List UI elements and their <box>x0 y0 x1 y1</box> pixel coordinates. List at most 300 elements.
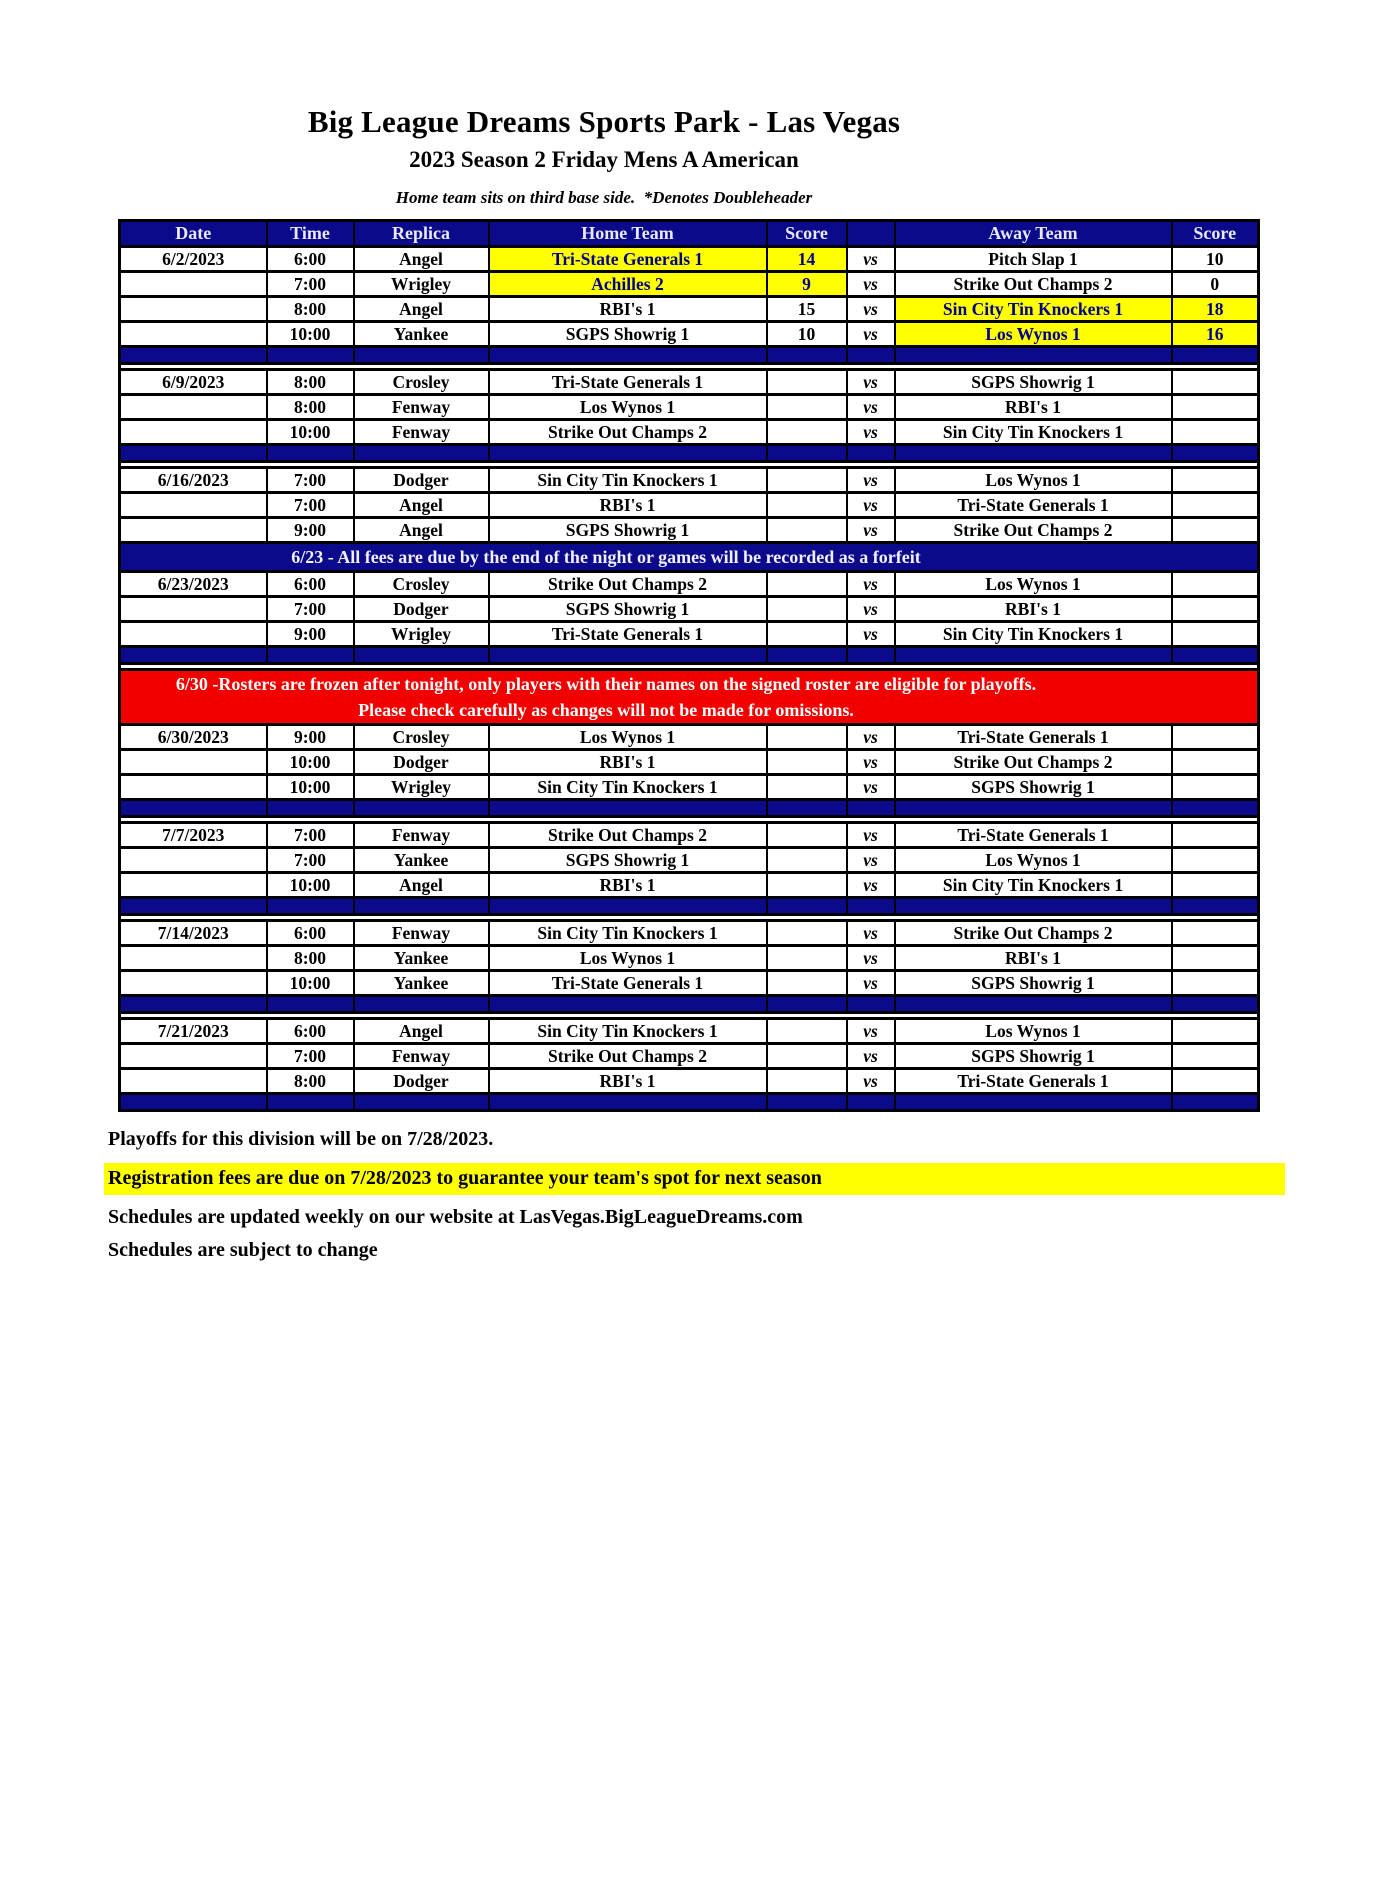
notice-cell <box>120 670 1259 725</box>
home-team-cell: Los Wynos 1 <box>489 725 767 750</box>
date-cell: 6/2/2023 <box>120 247 267 272</box>
home-score-cell <box>767 395 847 420</box>
notice-line: 6/23 - All fees are due by the end of the night or games will be recorded as a forfeit <box>291 547 921 567</box>
home-score-cell <box>767 921 847 946</box>
home-team-cell: Strike Out Champs 2 <box>489 1044 767 1069</box>
date-cell: 7/7/2023 <box>120 823 267 848</box>
replica-cell: Fenway <box>354 921 489 946</box>
away-score-cell <box>1172 848 1259 873</box>
separator-cell <box>267 647 354 664</box>
time-cell: 10:00 <box>267 750 354 775</box>
away-score-cell <box>1172 370 1259 395</box>
game-row <box>120 775 1259 800</box>
separator-cell <box>120 445 267 462</box>
notice-text <box>121 544 1091 570</box>
header-home-score: Score <box>767 221 847 247</box>
header-row <box>120 221 1259 247</box>
game-row <box>120 518 1259 543</box>
separator-cell <box>489 647 767 664</box>
away-team-cell: Sin City Tin Knockers 1 <box>895 622 1172 647</box>
separator-cell <box>120 898 267 915</box>
vs-label: vs <box>847 750 895 775</box>
away-score-cell <box>1172 395 1259 420</box>
home-score-cell <box>767 946 847 971</box>
separator-cell <box>767 898 847 915</box>
playoffs-note: Playoffs for this division will be on 7/28/2023. <box>108 1128 494 1150</box>
header-time: Time <box>267 221 354 247</box>
time-cell: 10:00 <box>267 873 354 898</box>
away-team-cell: SGPS Showrig 1 <box>895 775 1172 800</box>
vs-label: vs <box>847 322 895 347</box>
home-score-cell <box>767 1019 847 1044</box>
away-score-cell <box>1172 921 1259 946</box>
away-score-cell <box>1172 622 1259 647</box>
time-cell: 6:00 <box>267 247 354 272</box>
vs-label: vs <box>847 597 895 622</box>
date-cell <box>120 750 267 775</box>
away-score-cell <box>1172 823 1259 848</box>
footer-notes <box>108 1128 1377 1262</box>
date-cell <box>120 322 267 347</box>
vs-label: vs <box>847 823 895 848</box>
separator-cell <box>489 347 767 364</box>
away-score-cell <box>1172 775 1259 800</box>
separator-cell <box>489 1094 767 1111</box>
time-cell: 7:00 <box>267 493 354 518</box>
vs-label: vs <box>847 272 895 297</box>
home-score-cell <box>767 823 847 848</box>
game-row <box>120 622 1259 647</box>
home-team-note: Home team sits on third base side. *Denotes Doubleheader <box>395 188 813 207</box>
game-row <box>120 247 1259 272</box>
away-team-cell: Los Wynos 1 <box>895 848 1172 873</box>
separator-cell <box>354 996 489 1013</box>
header-away-score: Score <box>1172 221 1259 247</box>
away-team-cell: Tri-State Generals 1 <box>895 493 1172 518</box>
vs-label: vs <box>847 518 895 543</box>
home-score-cell <box>767 370 847 395</box>
date-cell <box>120 873 267 898</box>
separator-cell <box>267 347 354 364</box>
website-note: Schedules are updated weekly on our website at LasVegas.BigLeagueDreams.com <box>108 1206 803 1228</box>
home-score-cell <box>767 518 847 543</box>
away-team-cell: Los Wynos 1 <box>895 468 1172 493</box>
home-team-cell: SGPS Showrig 1 <box>489 597 767 622</box>
home-team-cell: SGPS Showrig 1 <box>489 848 767 873</box>
time-cell: 8:00 <box>267 1069 354 1094</box>
date-cell: 6/16/2023 <box>120 468 267 493</box>
separator-cell <box>267 898 354 915</box>
separator-cell <box>767 647 847 664</box>
date-cell <box>120 775 267 800</box>
header-date: Date <box>120 221 267 247</box>
time-cell: 7:00 <box>267 848 354 873</box>
notice-line: 6/30 -Rosters are frozen after tonight, only players with their names on the signed roster are eligible for playoffs. <box>175 674 1037 694</box>
vs-label: vs <box>847 921 895 946</box>
time-cell: 7:00 <box>267 823 354 848</box>
away-score-cell <box>1172 420 1259 445</box>
separator-cell <box>354 800 489 817</box>
home-team-cell: Strike Out Champs 2 <box>489 572 767 597</box>
date-cell <box>120 848 267 873</box>
separator-cell <box>1172 647 1259 664</box>
game-row <box>120 971 1259 996</box>
game-row <box>120 322 1259 347</box>
replica-cell: Fenway <box>354 1044 489 1069</box>
separator-cell <box>120 1094 267 1111</box>
vs-label: vs <box>847 370 895 395</box>
home-team-cell: Tri-State Generals 1 <box>489 247 767 272</box>
game-row <box>120 1044 1259 1069</box>
home-score-cell: 15 <box>767 297 847 322</box>
away-score-cell <box>1172 971 1259 996</box>
away-team-cell: SGPS Showrig 1 <box>895 370 1172 395</box>
home-team-cell: Sin City Tin Knockers 1 <box>489 1019 767 1044</box>
date-cell <box>120 946 267 971</box>
separator-cell <box>1172 898 1259 915</box>
separator-cell <box>895 647 1172 664</box>
away-score-cell: 16 <box>1172 322 1259 347</box>
separator-cell <box>1172 445 1259 462</box>
home-score-cell <box>767 775 847 800</box>
separator-cell <box>267 445 354 462</box>
date-cell: 6/9/2023 <box>120 370 267 395</box>
separator-cell <box>267 996 354 1013</box>
game-row <box>120 395 1259 420</box>
home-team-cell: RBI's 1 <box>489 297 767 322</box>
date-cell <box>120 1044 267 1069</box>
vs-label: vs <box>847 873 895 898</box>
away-team-cell: RBI's 1 <box>895 395 1172 420</box>
vs-label: vs <box>847 775 895 800</box>
game-row <box>120 420 1259 445</box>
replica-cell: Wrigley <box>354 272 489 297</box>
home-score-cell <box>767 1069 847 1094</box>
game-row <box>120 597 1259 622</box>
vs-label: vs <box>847 848 895 873</box>
document-headings <box>118 104 1090 208</box>
time-cell: 7:00 <box>267 1044 354 1069</box>
game-row <box>120 572 1259 597</box>
away-team-cell: SGPS Showrig 1 <box>895 1044 1172 1069</box>
separator-cell <box>489 898 767 915</box>
home-team-cell: SGPS Showrig 1 <box>489 322 767 347</box>
game-row <box>120 370 1259 395</box>
home-team-cell: Tri-State Generals 1 <box>489 971 767 996</box>
game-row <box>120 297 1259 322</box>
game-row <box>120 946 1259 971</box>
home-team-cell: Strike Out Champs 2 <box>489 420 767 445</box>
date-cell <box>120 518 267 543</box>
notice-cell <box>120 543 1259 572</box>
replica-cell: Fenway <box>354 395 489 420</box>
replica-cell: Fenway <box>354 823 489 848</box>
away-score-cell <box>1172 493 1259 518</box>
header-vs-spacer <box>847 221 895 247</box>
away-score-cell <box>1172 572 1259 597</box>
registration-note: Registration fees are due on 7/28/2023 to guarantee your team's spot for next season <box>104 1163 1285 1195</box>
replica-cell: Yankee <box>354 848 489 873</box>
away-score-cell <box>1172 597 1259 622</box>
replica-cell: Yankee <box>354 322 489 347</box>
away-team-cell: Tri-State Generals 1 <box>895 823 1172 848</box>
away-score-cell <box>1172 468 1259 493</box>
replica-cell: Dodger <box>354 597 489 622</box>
date-cell <box>120 597 267 622</box>
home-score-cell: 10 <box>767 322 847 347</box>
separator-cell <box>267 1094 354 1111</box>
separator-cell <box>847 347 895 364</box>
away-team-cell: Tri-State Generals 1 <box>895 725 1172 750</box>
away-team-cell: Los Wynos 1 <box>895 572 1172 597</box>
replica-cell: Wrigley <box>354 775 489 800</box>
vs-label: vs <box>847 622 895 647</box>
game-row <box>120 272 1259 297</box>
home-score-cell <box>767 622 847 647</box>
separator-cell <box>767 800 847 817</box>
game-row <box>120 921 1259 946</box>
schedule-header <box>120 221 1259 247</box>
separator-cell <box>847 898 895 915</box>
date-cell <box>120 622 267 647</box>
time-cell: 6:00 <box>267 921 354 946</box>
header-replica: Replica <box>354 221 489 247</box>
subject-to-change-note: Schedules are subject to change <box>108 1239 378 1261</box>
home-team-cell: Sin City Tin Knockers 1 <box>489 921 767 946</box>
home-team-cell: Strike Out Champs 2 <box>489 823 767 848</box>
away-team-cell: Strike Out Champs 2 <box>895 272 1172 297</box>
time-cell: 7:00 <box>267 597 354 622</box>
separator-cell <box>489 445 767 462</box>
away-score-cell <box>1172 1044 1259 1069</box>
time-cell: 8:00 <box>267 946 354 971</box>
separator-cell <box>847 996 895 1013</box>
time-cell: 8:00 <box>267 395 354 420</box>
game-row <box>120 1069 1259 1094</box>
away-score-cell <box>1172 1069 1259 1094</box>
separator-cell <box>847 647 895 664</box>
game-row <box>120 725 1259 750</box>
separator-cell <box>895 445 1172 462</box>
time-cell: 8:00 <box>267 297 354 322</box>
away-score-cell <box>1172 873 1259 898</box>
vs-label: vs <box>847 1044 895 1069</box>
date-cell <box>120 395 267 420</box>
vs-label: vs <box>847 572 895 597</box>
separator-cell <box>354 1094 489 1111</box>
time-cell: 9:00 <box>267 725 354 750</box>
separator-cell <box>895 898 1172 915</box>
home-score-cell <box>767 725 847 750</box>
schedule-table <box>118 219 1260 1112</box>
schedule-body <box>120 247 1259 1111</box>
home-score-cell <box>767 1044 847 1069</box>
separator-cell <box>1172 347 1259 364</box>
separator-cell <box>354 898 489 915</box>
replica-cell: Angel <box>354 297 489 322</box>
time-cell: 10:00 <box>267 971 354 996</box>
date-cell <box>120 971 267 996</box>
home-team-cell: SGPS Showrig 1 <box>489 518 767 543</box>
replica-cell: Dodger <box>354 750 489 775</box>
replica-cell: Dodger <box>354 468 489 493</box>
date-cell <box>120 1069 267 1094</box>
separator-cell <box>767 445 847 462</box>
replica-cell: Crosley <box>354 725 489 750</box>
separator-cell <box>847 1094 895 1111</box>
separator-row <box>120 445 1259 462</box>
time-cell: 6:00 <box>267 1019 354 1044</box>
game-row <box>120 1019 1259 1044</box>
separator-cell <box>120 996 267 1013</box>
separator-cell <box>489 800 767 817</box>
home-team-cell: RBI's 1 <box>489 750 767 775</box>
home-team-cell: Tri-State Generals 1 <box>489 622 767 647</box>
separator-cell <box>1172 800 1259 817</box>
replica-cell: Yankee <box>354 971 489 996</box>
header-home-team: Home Team <box>489 221 767 247</box>
home-score-cell <box>767 597 847 622</box>
replica-cell: Crosley <box>354 370 489 395</box>
replica-cell: Fenway <box>354 420 489 445</box>
away-score-cell <box>1172 1019 1259 1044</box>
separator-cell <box>895 1094 1172 1111</box>
away-team-cell: Sin City Tin Knockers 1 <box>895 297 1172 322</box>
time-cell: 7:00 <box>267 272 354 297</box>
away-team-cell: Pitch Slap 1 <box>895 247 1172 272</box>
away-team-cell: Los Wynos 1 <box>895 322 1172 347</box>
vs-label: vs <box>847 297 895 322</box>
home-team-cell: RBI's 1 <box>489 493 767 518</box>
home-score-cell <box>767 971 847 996</box>
separator-cell <box>767 347 847 364</box>
separator-cell <box>354 347 489 364</box>
away-score-cell <box>1172 750 1259 775</box>
separator-cell <box>120 347 267 364</box>
game-row <box>120 750 1259 775</box>
home-team-cell: Sin City Tin Knockers 1 <box>489 468 767 493</box>
game-row <box>120 848 1259 873</box>
date-cell: 6/23/2023 <box>120 572 267 597</box>
time-cell: 10:00 <box>267 775 354 800</box>
away-team-cell: Tri-State Generals 1 <box>895 1069 1172 1094</box>
time-cell: 10:00 <box>267 420 354 445</box>
separator-row <box>120 347 1259 364</box>
home-team-cell: Los Wynos 1 <box>489 395 767 420</box>
date-cell: 6/30/2023 <box>120 725 267 750</box>
separator-row <box>120 996 1259 1013</box>
vs-label: vs <box>847 420 895 445</box>
separator-row <box>120 1094 1259 1111</box>
home-team-cell: Los Wynos 1 <box>489 946 767 971</box>
away-score-cell <box>1172 518 1259 543</box>
away-team-cell: Strike Out Champs 2 <box>895 518 1172 543</box>
replica-cell: Angel <box>354 1019 489 1044</box>
game-row <box>120 493 1259 518</box>
separator-cell <box>767 1094 847 1111</box>
home-team-cell: Tri-State Generals 1 <box>489 370 767 395</box>
separator-cell <box>847 445 895 462</box>
away-score-cell: 18 <box>1172 297 1259 322</box>
vs-label: vs <box>847 493 895 518</box>
home-score-cell <box>767 750 847 775</box>
date-cell <box>120 420 267 445</box>
date-cell: 7/21/2023 <box>120 1019 267 1044</box>
home-team-cell: RBI's 1 <box>489 873 767 898</box>
separator-cell <box>489 996 767 1013</box>
time-cell: 10:00 <box>267 322 354 347</box>
time-cell: 6:00 <box>267 572 354 597</box>
separator-cell <box>767 996 847 1013</box>
away-team-cell: Los Wynos 1 <box>895 1019 1172 1044</box>
replica-cell: Wrigley <box>354 622 489 647</box>
home-score-cell <box>767 420 847 445</box>
home-score-cell <box>767 468 847 493</box>
separator-row <box>120 800 1259 817</box>
vs-label: vs <box>847 946 895 971</box>
home-team-cell: RBI's 1 <box>489 1069 767 1094</box>
home-score-cell: 14 <box>767 247 847 272</box>
notice-row-navy <box>120 543 1259 572</box>
notice-row-red <box>120 670 1259 725</box>
replica-cell: Crosley <box>354 572 489 597</box>
game-row <box>120 468 1259 493</box>
date-cell <box>120 272 267 297</box>
game-row <box>120 823 1259 848</box>
separator-cell <box>354 647 489 664</box>
away-team-cell: Strike Out Champs 2 <box>895 750 1172 775</box>
vs-label: vs <box>847 1019 895 1044</box>
away-team-cell: Sin City Tin Knockers 1 <box>895 420 1172 445</box>
away-score-cell: 10 <box>1172 247 1259 272</box>
separator-cell <box>1172 1094 1259 1111</box>
vs-label: vs <box>847 725 895 750</box>
separator-cell <box>267 800 354 817</box>
away-team-cell: Strike Out Champs 2 <box>895 921 1172 946</box>
time-cell: 9:00 <box>267 622 354 647</box>
notice-text <box>121 671 1091 723</box>
time-cell: 7:00 <box>267 468 354 493</box>
separator-cell <box>1172 996 1259 1013</box>
away-team-cell: Sin City Tin Knockers 1 <box>895 873 1172 898</box>
vs-label: vs <box>847 971 895 996</box>
separator-cell <box>895 800 1172 817</box>
time-cell: 8:00 <box>267 370 354 395</box>
away-team-cell: RBI's 1 <box>895 597 1172 622</box>
separator-row <box>120 898 1259 915</box>
page-title: Big League Dreams Sports Park - Las Vegas <box>307 104 901 139</box>
game-row <box>120 873 1259 898</box>
away-score-cell <box>1172 946 1259 971</box>
replica-cell: Dodger <box>354 1069 489 1094</box>
away-score-cell: 0 <box>1172 272 1259 297</box>
date-cell: 7/14/2023 <box>120 921 267 946</box>
notice-line: Please check carefully as changes will not be made for omissions. <box>358 700 854 720</box>
away-score-cell <box>1172 725 1259 750</box>
date-cell <box>120 297 267 322</box>
vs-label: vs <box>847 1069 895 1094</box>
separator-cell <box>120 800 267 817</box>
replica-cell: Yankee <box>354 946 489 971</box>
separator-cell <box>847 800 895 817</box>
time-cell: 9:00 <box>267 518 354 543</box>
separator-cell <box>120 647 267 664</box>
replica-cell: Angel <box>354 873 489 898</box>
replica-cell: Angel <box>354 518 489 543</box>
home-score-cell: 9 <box>767 272 847 297</box>
home-team-cell: Achilles 2 <box>489 272 767 297</box>
home-score-cell <box>767 493 847 518</box>
